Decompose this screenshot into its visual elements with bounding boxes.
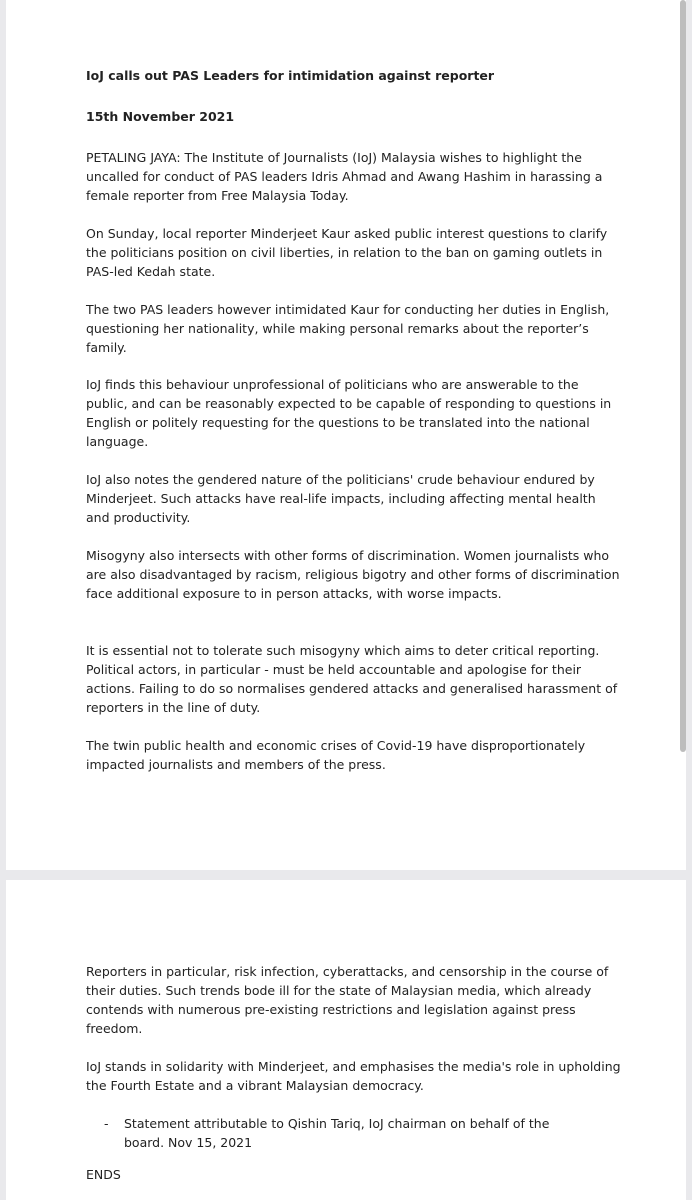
paragraph-block-4 bbox=[86, 375, 621, 451]
attribution-text: Statement attributable to Qishin Tariq, IoJ chairman on behalf of the board. Nov 15, 2021 bbox=[124, 1116, 550, 1150]
paragraph: The two PAS leaders however intimidated Kaur for conducting her duties in English, questioning her nationality, while making personal remarks about the reporter’s family. bbox=[86, 302, 610, 355]
paragraph: It is essential not to tolerate such misogyny which aims to deter critical reporting. Political actors, in particular - must be held accountable and apologise for their actions. Failing to do so normalises gendered attacks and generalised harassment of reporters in the line of duty. bbox=[86, 643, 618, 715]
document-date: 15th November 2021 bbox=[86, 109, 235, 124]
paragraph: IoJ finds this behaviour unprofessional of politicians who are answerable to the public, and can be reasonably expected to be capable of responding to questions in English or politely requesting for the questions to be translated into the national language. bbox=[86, 377, 612, 449]
paragraph: PETALING JAYA: The Institute of Journalists (IoJ) Malaysia wishes to highlight the uncalled for conduct of PAS leaders Idris Ahmad and Awang Hashim in harassing a female reporter from Free Malaysia Today. bbox=[86, 150, 603, 203]
paragraph: IoJ also notes the gendered nature of the politicians' crude behaviour endured by Minderjeet. Such attacks have real-life impacts, including affecting mental health and productivity. bbox=[86, 472, 596, 525]
paragraph-block-1 bbox=[86, 148, 621, 205]
bullet-item bbox=[86, 1114, 621, 1152]
paragraph: Reporters in particular, risk infection, cyberattacks, and censorship in the course of their duties. Such trends bode ill for the state of Malaysian media, which already contends with numerous pre-existing restrictions and legislation against press freedom. bbox=[86, 964, 609, 1036]
paragraph-block-3 bbox=[86, 300, 621, 357]
paragraph-block-8 bbox=[86, 736, 621, 774]
paragraph-block-9 bbox=[86, 962, 621, 1038]
paragraph-block-7 bbox=[86, 641, 621, 717]
paragraph-block-6 bbox=[86, 546, 621, 603]
scrollbar[interactable] bbox=[680, 0, 686, 752]
document-title: IoJ calls out PAS Leaders for intimidation against reporter bbox=[86, 68, 495, 83]
ends-marker: ENDS bbox=[86, 1167, 121, 1182]
attribution-block bbox=[86, 1114, 621, 1152]
bullet-marker: - bbox=[104, 1116, 109, 1131]
paragraph: Misogyny also intersects with other forms of discrimination. Women journalists who are also disadvantaged by racism, religious bigotry and other forms of discrimination face additional exposure to in person attacks, with worse impacts. bbox=[86, 548, 620, 601]
paragraph: The twin public health and economic crises of Covid-19 have disproportionately impacted journalists and members of the press. bbox=[86, 738, 586, 772]
date-block bbox=[86, 107, 621, 126]
paragraph-block-5 bbox=[86, 470, 621, 527]
paragraph-block-2 bbox=[86, 224, 621, 281]
document-page-1 bbox=[6, 0, 686, 870]
ends-block bbox=[86, 1165, 621, 1184]
page-1-content bbox=[86, 66, 621, 85]
paragraph: On Sunday, local reporter Minderjeet Kaur asked public interest questions to clarify the politicians position on civil liberties, in relation to the ban on gaming outlets in PAS-led Kedah state. bbox=[86, 226, 608, 279]
paragraph: IoJ stands in solidarity with Minderjeet, and emphasises the media's role in upholding the Fourth Estate and a vibrant Malaysian democracy. bbox=[86, 1059, 621, 1093]
document-page-2 bbox=[6, 880, 686, 1200]
paragraph-block-10 bbox=[86, 1057, 621, 1095]
